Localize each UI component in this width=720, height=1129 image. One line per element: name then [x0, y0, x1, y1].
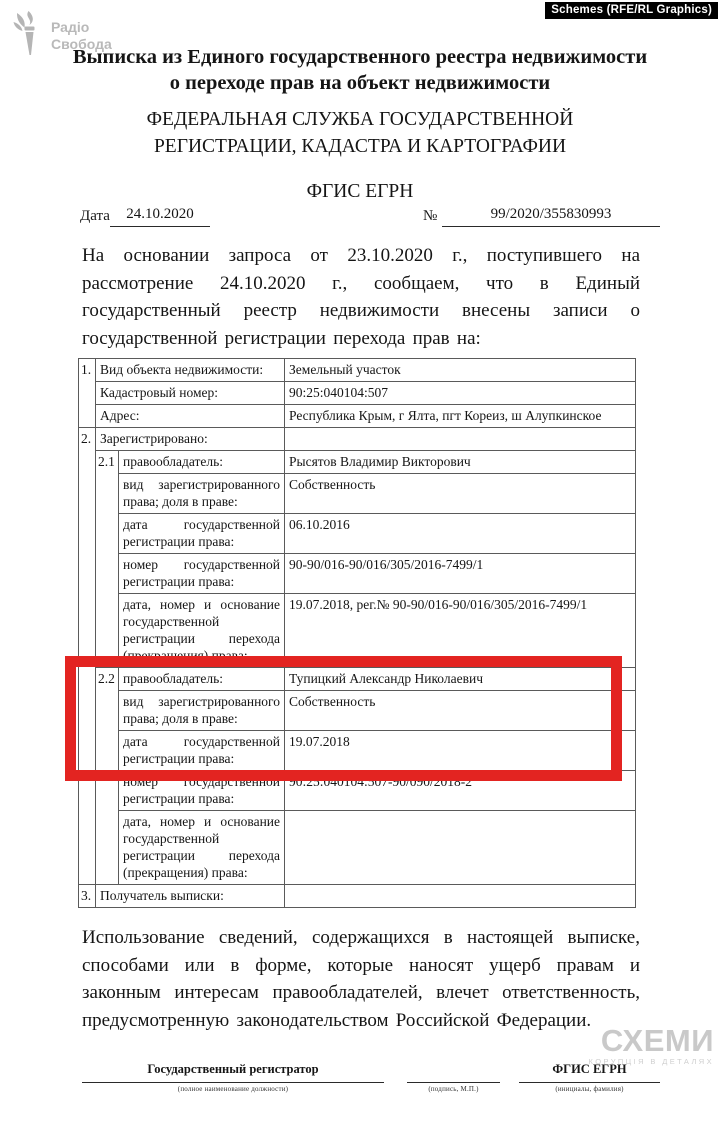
fgis-caption: (инициалы, фамилия) — [555, 1085, 624, 1093]
highlight-box — [65, 656, 622, 781]
table-cell-label: дата, номер и основание государственной регистрации перехода (прекращения) права: — [119, 594, 285, 668]
schemes-watermark-title: СХЕМИ — [600, 1023, 714, 1058]
table-cell-value: Рысятов Владимир Викторович — [285, 451, 636, 474]
table-cell-label: правообладатель: — [119, 668, 285, 691]
table-cell-value — [285, 811, 636, 885]
system-name: ФГИС ЕГРН — [306, 181, 414, 202]
table-cell-label: дата, номер и основание государственной регистрации перехода (прекращения) права: — [119, 811, 285, 885]
table-cell-label: номер государственной регистрации права: — [119, 554, 285, 594]
table-cell-value — [285, 885, 636, 908]
document-title: Выписка из Единого государственного реестра недвижимости о переходе прав на объект недвижимости — [72, 46, 648, 94]
table-cell-value: 06.10.2016 — [285, 514, 636, 554]
number-label: № — [423, 208, 438, 224]
schemes-watermark — [588, 1023, 714, 1066]
table-cell-value: Тупицкий Александр Николаевич — [285, 668, 636, 691]
table-cell-label: дата государственной регистрации права: — [119, 514, 285, 554]
table-cell-num: 3. — [79, 885, 96, 908]
logo-line2: Свобода — [51, 35, 112, 52]
disclaimer-paragraph: Использование сведений, содержащихся в настоящей выписке, способами или в форме, которые наносят ущерб правам и законным интересам правообладателей, влечет ответственность, предусмотренную законодательством Российской Федерации. — [82, 927, 640, 1031]
meta-line — [78, 206, 668, 234]
date-value: 24.10.2020 — [110, 206, 210, 227]
table-cell-label: Адрес: — [96, 405, 285, 428]
table-cell-label: вид зарегистрированного права; доля в праве: — [119, 474, 285, 514]
table-row — [79, 382, 636, 405]
date-label: Дата — [80, 208, 110, 224]
table-cell-label: Зарегистрировано: — [96, 428, 285, 451]
table-cell-value: 19.07.2018, рег.№ 90-90/016-90/016/305/2016-7499/1 — [285, 594, 636, 668]
registry-table — [78, 358, 635, 908]
table-cell-label: номер государственной регистрации права: — [119, 771, 285, 811]
table-cell-value: Земельный участок — [285, 359, 636, 382]
table-cell-label: Получатель выписки: — [96, 885, 285, 908]
table-cell-sub: 2.2 — [96, 668, 119, 885]
table-row — [79, 359, 636, 382]
table-row — [79, 451, 636, 474]
intro-paragraph: На основании запроса от 23.10.2020 г., поступившего на рассмотрение 24.10.2020 г., сообщаем, что в Единый государственный реестр недвижимости внесены записи о государственной регистрации перехода прав на: — [82, 245, 640, 349]
signature-line — [407, 1062, 500, 1083]
table-cell-label: дата государственной регистрации права: — [119, 731, 285, 771]
number-value: 99/2020/355830993 — [442, 206, 660, 227]
stamp-signature-field — [407, 1062, 500, 1093]
table-cell-value: 90-90/016-90/016/305/2016-7499/1 — [285, 554, 636, 594]
signature-block — [82, 1062, 662, 1112]
agency-name: ФЕДЕРАЛЬНАЯ СЛУЖБА ГОСУДАРСТВЕННОЙ РЕГИСТРАЦИИ, КАДАСТРА И КАРТОГРАФИИ — [146, 109, 574, 157]
table-row — [79, 885, 636, 908]
logo-line1: Радіо — [51, 18, 90, 35]
table-cell-label: Вид объекта недвижимости: — [96, 359, 285, 382]
table-cell-value — [285, 428, 636, 451]
table-cell-sub: 2.1 — [96, 451, 119, 668]
table-cell-value: Республика Крым, г Ялта, пгт Кореиз, ш Алупкинское — [285, 405, 636, 428]
registrar-signature-field — [82, 1062, 384, 1093]
table-cell-num: 1. — [79, 359, 96, 428]
table-cell-value: 90:25:040104:507 — [285, 382, 636, 405]
table-row — [79, 554, 636, 594]
fgis-label: ФГИС ЕГРН — [519, 1062, 660, 1083]
table-cell-num: 2. — [79, 428, 96, 885]
table-cell-value: 90:25:040104:507-90/090/2018-2 — [285, 771, 636, 811]
table-row — [79, 514, 636, 554]
table-cell-value: Собственность — [285, 691, 636, 731]
table-row — [79, 428, 636, 451]
registrar-caption: (полное наименование должности) — [177, 1085, 289, 1093]
schemes-watermark-subtitle: КОРУПЦІЯ В ДЕТАЛЯХ — [588, 1057, 714, 1066]
table-cell-label: правообладатель: — [119, 451, 285, 474]
table-row — [79, 811, 636, 885]
source-badge: Schemes (RFE/RL Graphics) — [545, 2, 718, 19]
table-cell-label: вид зарегистрированного права; доля в праве: — [119, 691, 285, 731]
signature-caption: (подпись, М.П.) — [428, 1085, 479, 1093]
table-cell-value: 19.07.2018 — [285, 731, 636, 771]
table-row — [79, 405, 636, 428]
fgis-signature-field — [519, 1062, 660, 1093]
registry-table-body — [79, 359, 636, 908]
table-cell-value: Собственность — [285, 474, 636, 514]
registrar-label: Государственный регистратор — [82, 1062, 384, 1083]
table-cell-label: Кадастровый номер: — [96, 382, 285, 405]
table-row — [79, 474, 636, 514]
